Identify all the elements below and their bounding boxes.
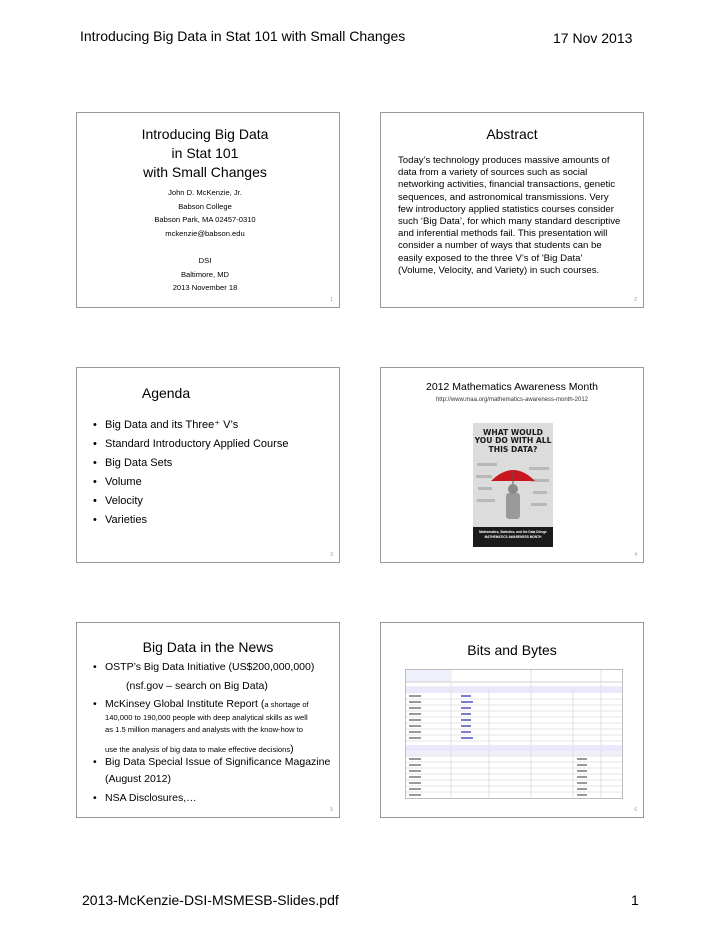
abstract-line: data from a variety of sources such as social [398, 167, 588, 179]
news-item-small: a shortage of [264, 700, 309, 709]
poster-image [473, 423, 553, 547]
slide-1-title-line: in Stat 101 [171, 145, 239, 161]
abstract-line: such ‘Big Data’, for which many standard descriptive [398, 216, 621, 228]
news-item-small: 140,000 to 190,000 people with deep analytical skills as well [105, 713, 308, 722]
bits-bytes-table-graphic [405, 669, 623, 799]
slide-4 [380, 367, 644, 563]
abstract-line: sequences, and astronomical transmissions. Very [398, 191, 609, 203]
slide-1-title-line: with Small Changes [143, 164, 267, 180]
page-header-title: Introducing Big Data in Stat 101 with Small Changes [80, 28, 406, 44]
slide-5-title: Big Data in the News [142, 639, 274, 655]
author-affiliation: Babson College [178, 201, 232, 211]
slide-6-title: Bits and Bytes [467, 642, 557, 658]
bits-bytes-table-image [405, 669, 623, 799]
slide-3 [76, 367, 340, 563]
poster-footer-line: MATHEMATICS AWARENESS MONTH [484, 534, 542, 539]
page-header-date: 17 Nov 2013 [553, 30, 633, 46]
abstract-line: consider a number of ways that students can be [398, 240, 602, 252]
poster-headline [473, 429, 553, 454]
slide-2 [380, 112, 644, 308]
news-item-small: as 1.5 million managers and analysts with the know-how to [105, 725, 303, 734]
abstract-text [398, 155, 620, 277]
news-item-small-line [105, 739, 294, 757]
slide-1-title-line: Introducing Big Data [141, 126, 269, 142]
slide-1-author [135, 186, 275, 240]
venue-name: DSI [198, 256, 212, 265]
slide-4-title: 2012 Mathematics Awareness Month [426, 381, 598, 393]
agenda-list [93, 416, 288, 530]
poster-footer [473, 530, 553, 539]
news-item: • NSA Disclosures,… [93, 792, 197, 804]
slide-number: 3 [330, 552, 333, 558]
slide-number: 4 [634, 552, 637, 558]
author-address: Babson Park, MA 02457-0310 [154, 215, 256, 224]
slide-number: 2 [634, 297, 637, 303]
footer-page-number: 1 [631, 892, 639, 908]
poster-headline-line: THIS DATA? [488, 444, 538, 454]
slide-1 [76, 112, 340, 308]
slide-number: 5 [330, 807, 333, 813]
slide-5 [76, 622, 340, 818]
agenda-item: • Varieties [93, 511, 288, 530]
agenda-item: • Velocity [93, 492, 288, 511]
slide-number: 1 [330, 297, 333, 303]
news-item-text: McKinsey Global Institute Report ( [105, 698, 265, 710]
abstract-line: networking activities, financial transactions, genetic [398, 179, 616, 191]
agenda-item: • Big Data and its Three⁺ V’s [93, 416, 288, 435]
slide-number: 6 [634, 807, 637, 813]
news-item-sub: (August 2012) [105, 773, 171, 785]
footer-filename: 2013-McKenzie-DSI-MSMESB-Slides.pdf [82, 892, 339, 908]
news-item-close: ) [290, 743, 294, 755]
poster-headline-line: YOU DO WITH ALL [474, 436, 552, 446]
abstract-line: few introductory applied statistics courses consider [398, 203, 614, 215]
slide-3-title: Agenda [141, 385, 191, 401]
author-name: John D. McKenzie, Jr. [168, 188, 242, 197]
slide-6 [380, 622, 644, 818]
news-item-text: Big Data Special Issue of Significance Magazine [105, 756, 331, 768]
news-item-small: use the analysis of big data to make effective decisions [105, 745, 291, 754]
news-item: • OSTP’s Big Data Initiative (US$200,000,000) [93, 661, 315, 673]
agenda-item: • Big Data Sets [93, 454, 288, 473]
poster-headline-line: WHAT WOULD [483, 428, 543, 437]
slide-1-venue [135, 254, 275, 295]
agenda-item: • Volume [93, 473, 288, 492]
venue-date: 2013 November 18 [172, 283, 238, 292]
author-email: mckenzie@babson.edu [165, 228, 245, 238]
news-item-text: NSA Disclosures,… [105, 792, 197, 804]
news-item: • Big Data Special Issue of Significance Magazine [93, 756, 331, 768]
poster-footer-line: Mathematics, Statistics, and the Data Deluge [479, 530, 547, 534]
agenda-item: • Standard Introductory Applied Course [93, 435, 288, 454]
news-item-text: OSTP’s Big Data Initiative (US$200,000,000) [105, 661, 315, 673]
abstract-line: and inferential methods fail. This presentation will [398, 228, 608, 240]
abstract-line: easily exposed to the three V’s of 'Big Data' [398, 252, 583, 264]
abstract-line: Today’s technology produces massive amounts of [398, 155, 610, 166]
news-item: • McKinsey Global Institute Report (a shortage of [93, 698, 309, 710]
news-item-sub: (nsf.gov – search on Big Data) [126, 680, 268, 692]
abstract-line: (Volume, Velocity, and Variety) in such courses. [398, 264, 600, 276]
venue-city: Baltimore, MD [180, 269, 230, 279]
slide-4-url: http://www.maa.org/mathematics-awareness-month-2012 [435, 397, 589, 403]
slide-1-title [135, 125, 275, 182]
slide-2-title: Abstract [486, 126, 538, 142]
